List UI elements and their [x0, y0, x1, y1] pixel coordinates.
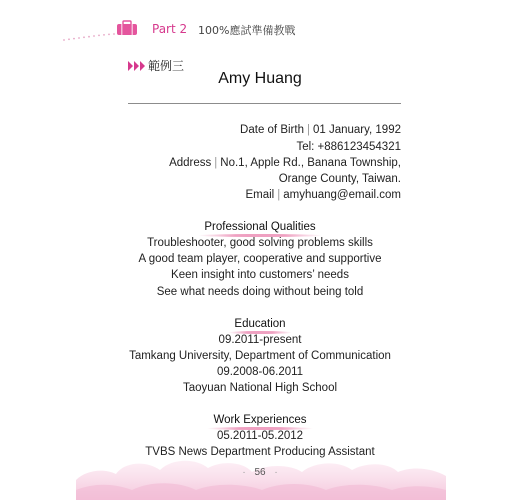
separator: | — [306, 124, 310, 136]
education-item: 09.2008-06.2011 — [216, 366, 304, 378]
tel-line: Tel: +886123454321 — [296, 141, 401, 153]
section-title-work: Work Experiences — [213, 414, 307, 426]
education-item: 09.2011-present — [218, 334, 302, 346]
part-label: Part 2 — [152, 22, 188, 36]
dotted-trail-decoration — [62, 28, 122, 42]
page-number — [0, 467, 520, 478]
email-line — [245, 189, 401, 201]
qualities-item: Troubleshooter, good solving problems skills — [147, 237, 373, 249]
dob-line — [240, 124, 401, 136]
qualities-item: A good team player, cooperative and supportive — [138, 253, 382, 265]
email-value: amyhuang@email.com — [283, 189, 401, 201]
email-label: Email — [245, 189, 275, 201]
example-label: 範例三 — [148, 59, 185, 73]
separator: | — [277, 189, 281, 201]
name-divider — [128, 103, 401, 104]
qualities-item: See what needs doing without being told — [156, 286, 364, 298]
address-line-2: Orange County, Taiwan. — [278, 173, 401, 185]
qualities-item: Keen insight into customers’ needs — [171, 269, 349, 281]
address-value-1: No.1, Apple Rd., Banana Township, — [220, 157, 401, 169]
address-label: Address — [169, 157, 212, 169]
education-item: Tamkang University, Department of Communication — [129, 350, 391, 362]
resume-name: Amy Huang — [218, 70, 302, 87]
section-title-qualities: Professional Qualities — [204, 221, 316, 233]
page-number-value: 56 — [254, 467, 266, 478]
address-line-1 — [169, 157, 401, 169]
work-item: TVBS News Department Producing Assistant — [145, 446, 375, 458]
section-title-education: Education — [234, 318, 286, 330]
suitcase-icon — [116, 20, 138, 36]
dob-label: Date of Birth — [240, 124, 304, 136]
work-item: 05.2011-05.2012 — [216, 430, 304, 442]
part-title: 100%應試準備教戰 — [198, 24, 296, 37]
separator: | — [214, 157, 218, 169]
dot-right: · — [274, 467, 278, 478]
dot-left: · — [242, 467, 246, 478]
education-item: Taoyuan National High School — [182, 382, 338, 394]
dob-value: 01 January, 1992 — [312, 124, 401, 136]
